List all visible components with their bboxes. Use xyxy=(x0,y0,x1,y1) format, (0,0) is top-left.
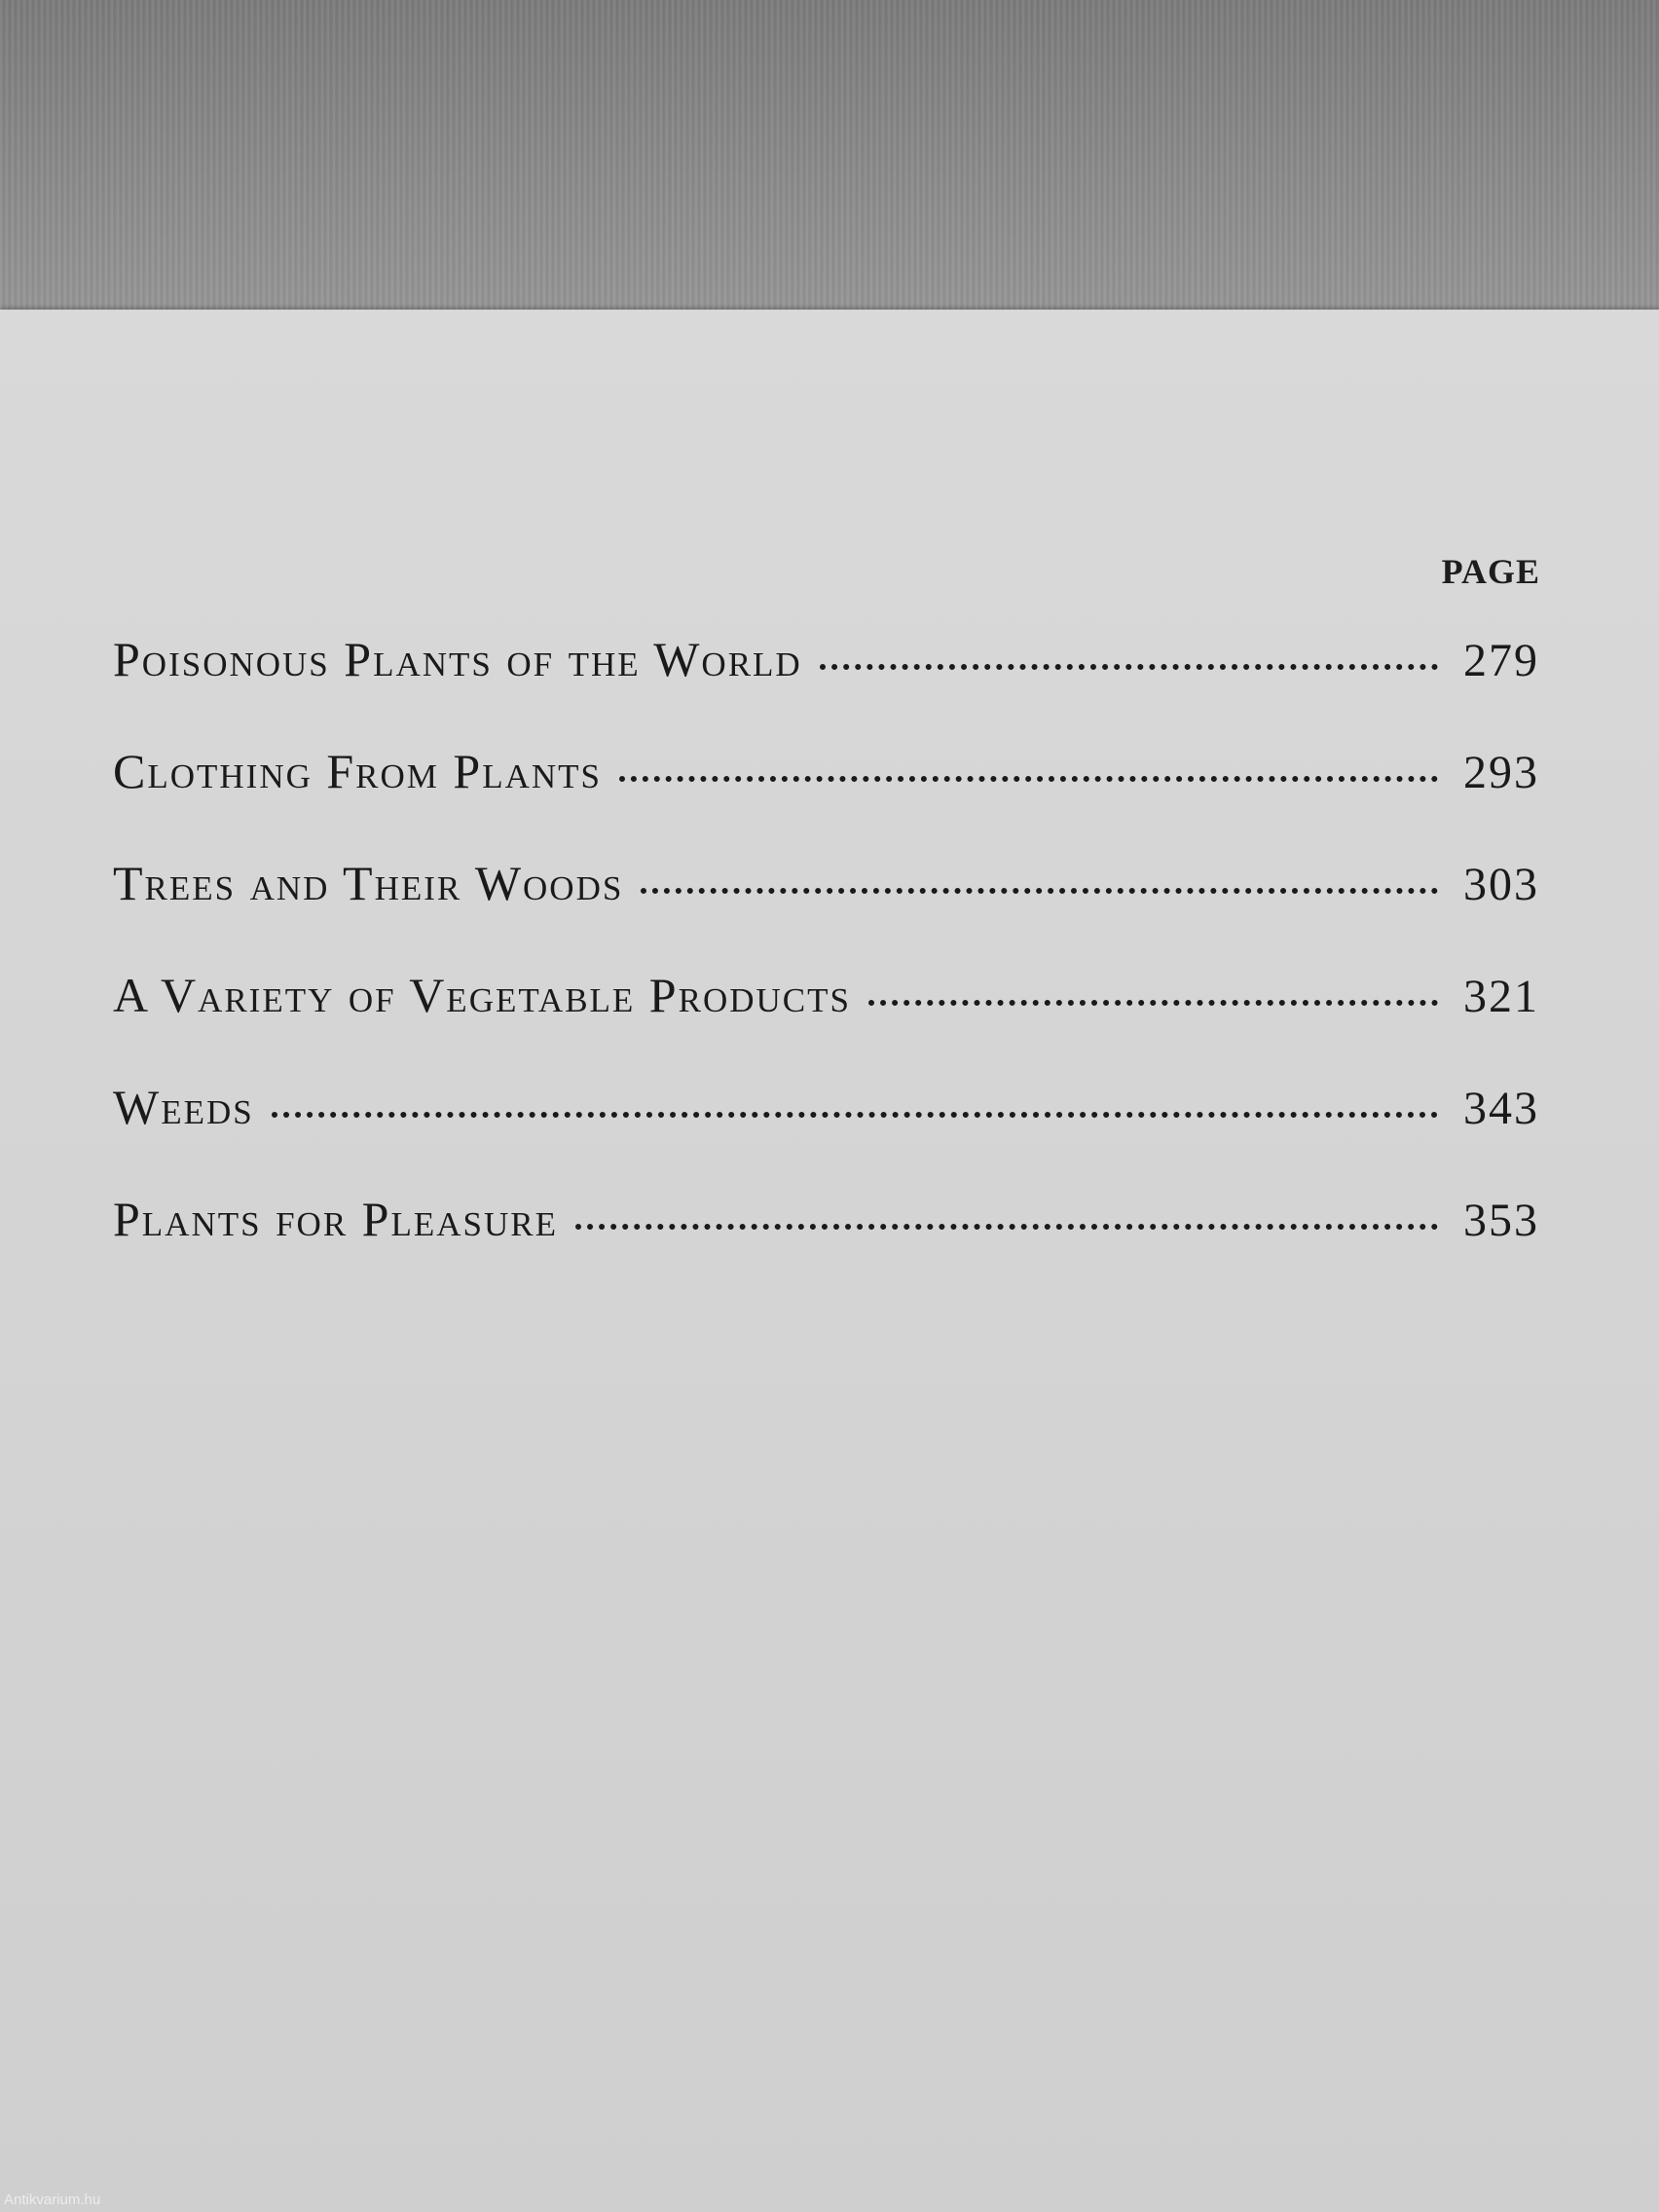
dot-leader xyxy=(619,775,1438,782)
toc-entry-title: Poisonous Plants of the World xyxy=(113,632,802,686)
book-page xyxy=(0,310,1659,2212)
watermark: Antikvarium.hu xyxy=(4,2192,101,2208)
table-of-contents xyxy=(113,631,1539,1303)
toc-entry-title: A Variety of Vegetable Products xyxy=(113,968,851,1022)
toc-entry-page: 303 xyxy=(1463,859,1539,910)
toc-entry-page: 353 xyxy=(1463,1195,1539,1246)
dot-leader xyxy=(575,1223,1438,1230)
toc-entry xyxy=(113,743,1539,855)
page-column-heading: PAGE xyxy=(1441,552,1540,591)
dot-leader xyxy=(868,999,1438,1006)
toc-entry-page: 279 xyxy=(1463,635,1539,686)
toc-entry-page: 321 xyxy=(1463,971,1539,1022)
dot-leader xyxy=(272,1111,1438,1118)
toc-entry xyxy=(113,855,1539,967)
toc-entry xyxy=(113,1191,1539,1303)
toc-entry-title: Plants for Pleasure xyxy=(113,1192,558,1246)
toc-entry xyxy=(113,967,1539,1079)
toc-entry xyxy=(113,1079,1539,1191)
toc-entry-page: 343 xyxy=(1463,1083,1539,1134)
toc-entry-title: Trees and Their Woods xyxy=(113,856,624,910)
toc-entry-title: Weeds xyxy=(113,1080,254,1134)
toc-entry-title: Clothing From Plants xyxy=(113,744,602,798)
dot-leader xyxy=(641,887,1438,894)
dot-leader xyxy=(820,663,1438,670)
toc-entry xyxy=(113,631,1539,743)
toc-entry-page: 293 xyxy=(1463,747,1539,798)
background-surface xyxy=(0,0,1659,316)
